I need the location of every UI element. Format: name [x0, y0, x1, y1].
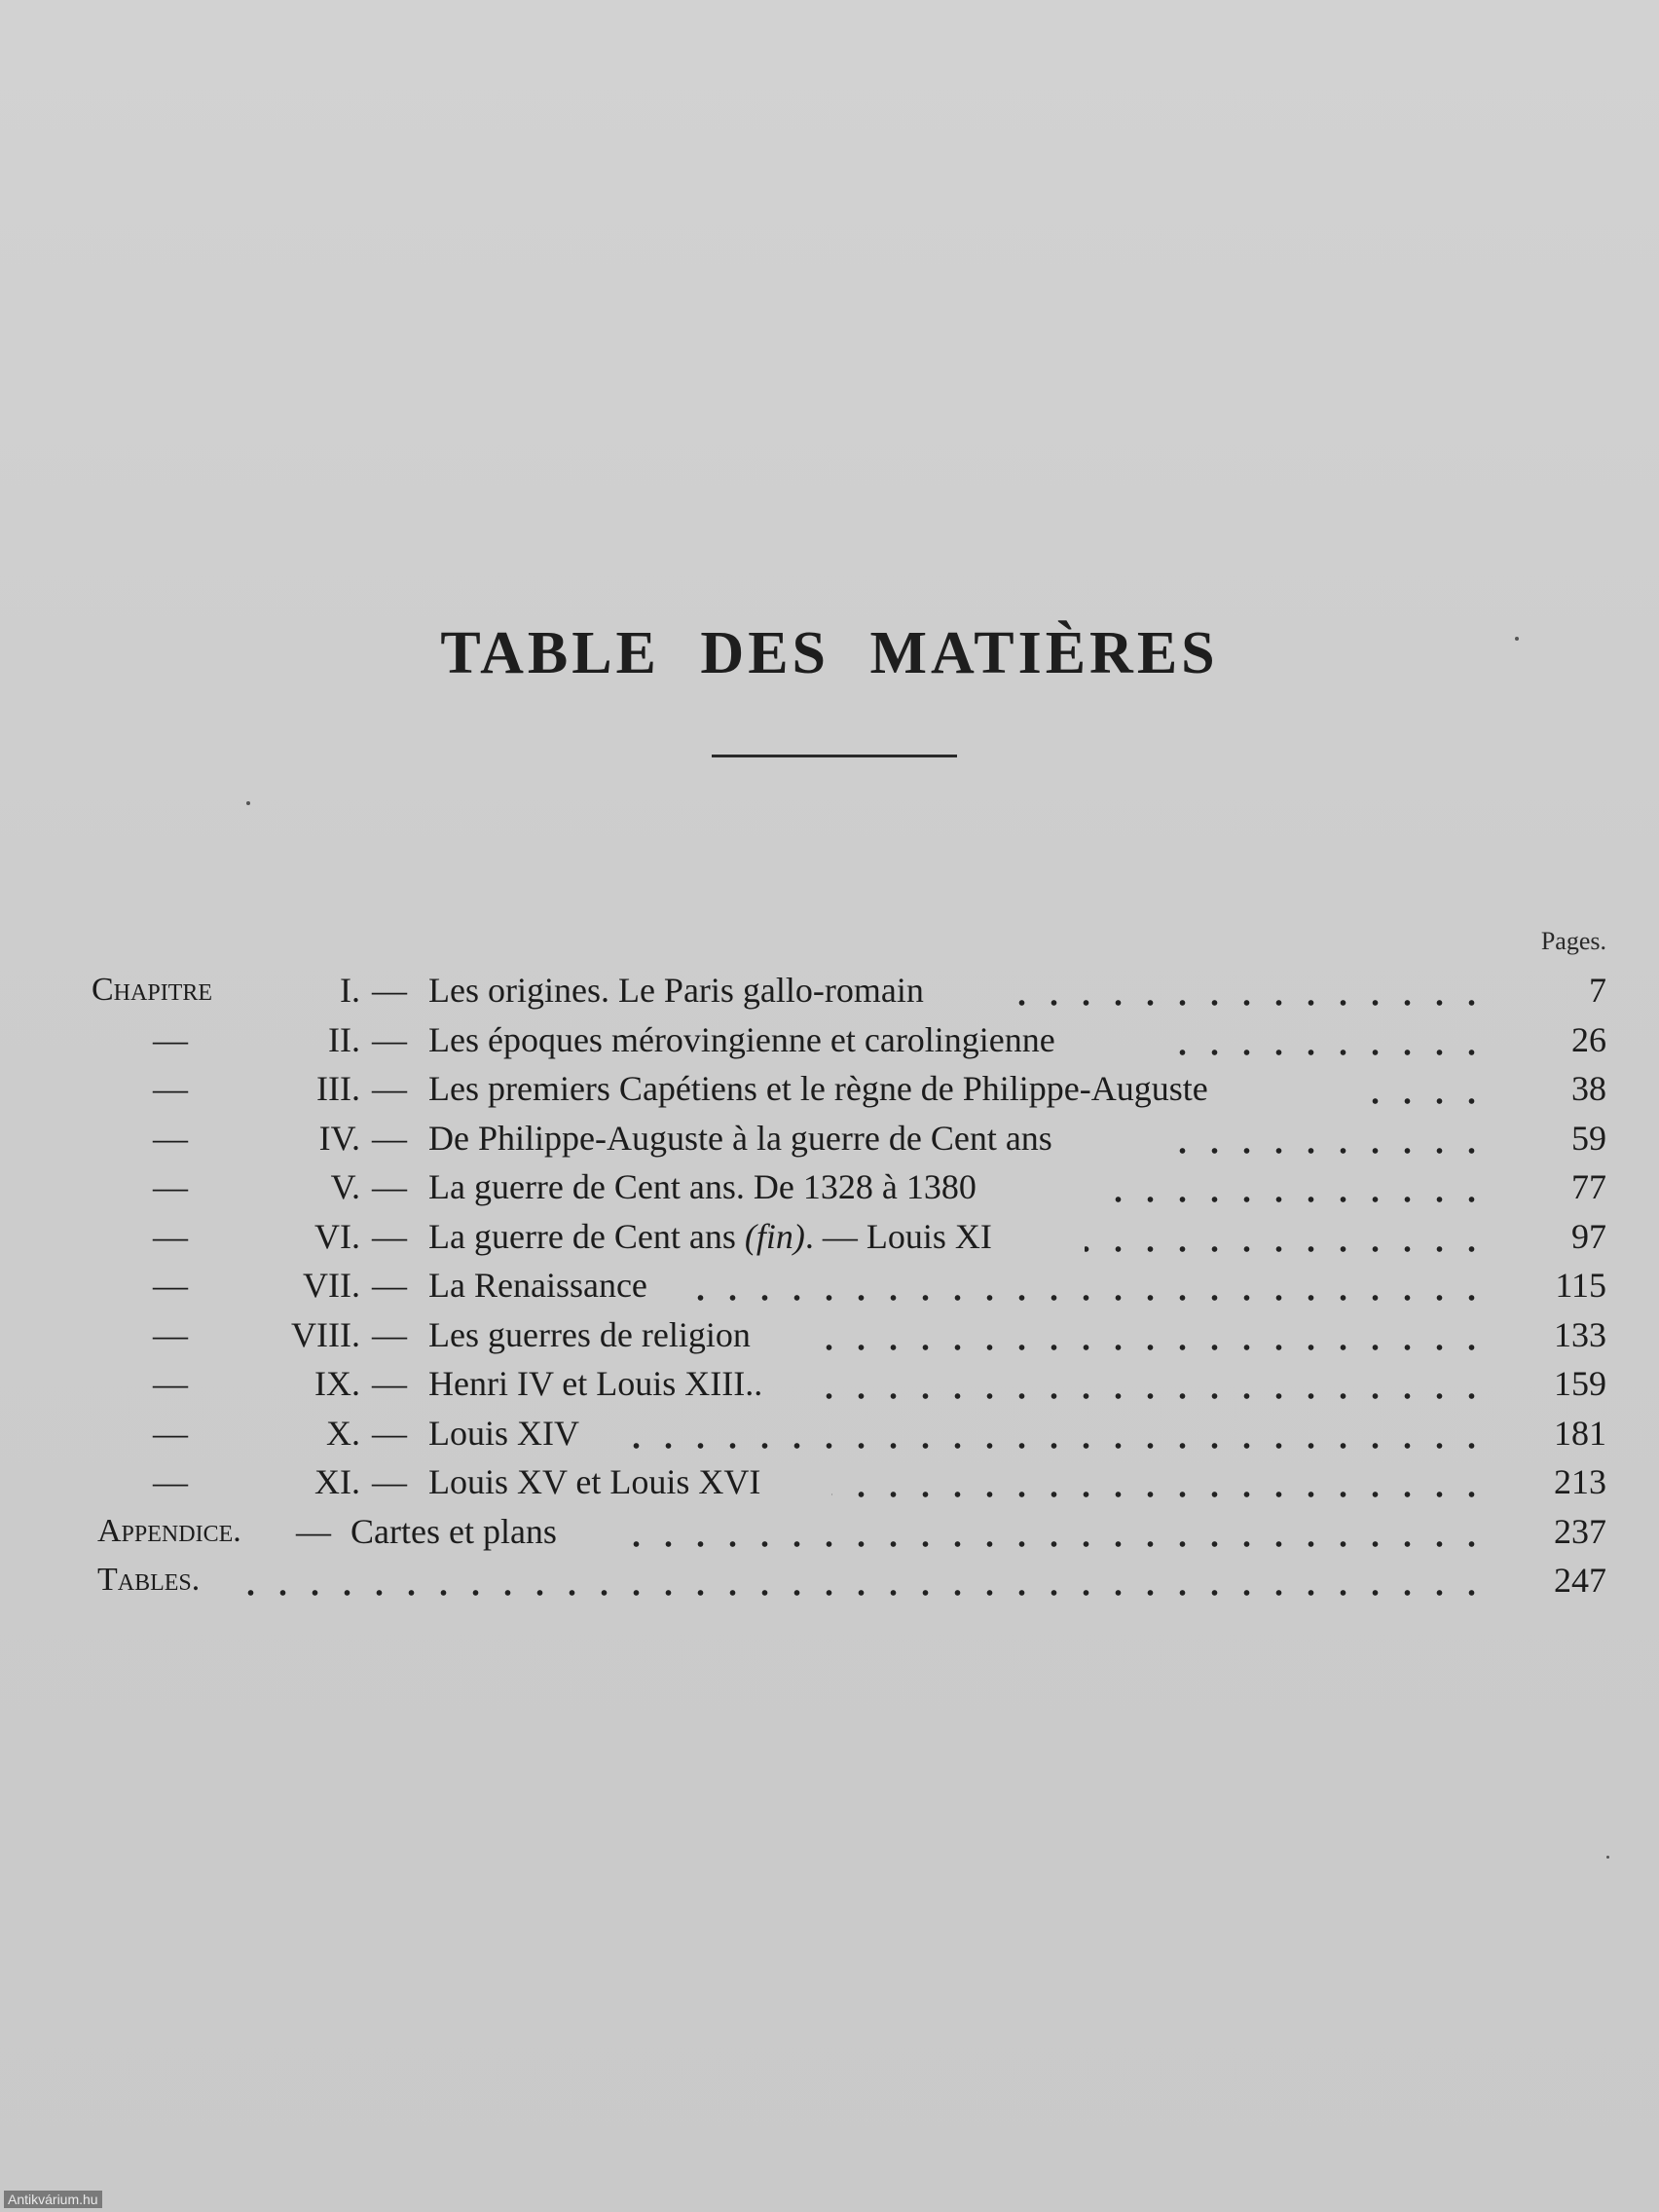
- separator-dash: —: [372, 1216, 407, 1256]
- chapter-numeral: X.: [326, 1413, 360, 1453]
- chapter-title: Les origines. Le Paris gallo-romain: [428, 971, 924, 1010]
- page-number: 133: [1554, 1314, 1606, 1354]
- toc-row: [0, 1212, 1659, 1261]
- ditto-mark: —: [153, 1069, 188, 1108]
- chapter-title: Les premiers Capétiens et le règne de Philippe-Auguste: [428, 1069, 1208, 1108]
- ditto-mark: —: [153, 1216, 188, 1256]
- page-number: 38: [1571, 1069, 1606, 1108]
- ditto-mark: —: [153, 1266, 188, 1305]
- chapter-title: Louis XV et Louis XVI: [428, 1462, 761, 1501]
- dot-leader: [1162, 1147, 1488, 1155]
- title-rule: [712, 755, 957, 757]
- dot-leader: [622, 1442, 1488, 1450]
- separator-dash: —: [372, 1462, 407, 1501]
- separator-dash: —: [372, 1118, 407, 1158]
- appendix-title: Cartes et plans: [350, 1511, 557, 1551]
- toc-row: [0, 1359, 1659, 1408]
- paper-speck: [246, 801, 250, 805]
- chapter-title-part: La guerre de Cent ans: [428, 1216, 745, 1256]
- toc-row: [0, 966, 1659, 1014]
- dot-leader: [1352, 1097, 1488, 1105]
- separator-dash: —: [372, 971, 407, 1010]
- chapter-numeral: VII.: [303, 1266, 360, 1305]
- paper-speck: [1515, 637, 1519, 641]
- dot-leader: [611, 1540, 1488, 1548]
- chapter-numeral: VIII.: [291, 1314, 360, 1354]
- chapter-title: [428, 1212, 992, 1261]
- separator-dash: —: [372, 1019, 407, 1059]
- dot-leader: [1085, 1245, 1488, 1253]
- pages-column-heading: Pages.: [1540, 927, 1606, 955]
- separator-dash: —: [372, 1413, 407, 1453]
- page-number: 237: [1554, 1511, 1606, 1551]
- chapter-numeral: V.: [330, 1167, 360, 1206]
- dot-leader: [812, 1344, 1488, 1351]
- chapter-title-part: . — Louis XI: [804, 1216, 992, 1256]
- chapter-numeral: I.: [340, 971, 360, 1010]
- dot-leader: [238, 1589, 1488, 1597]
- page-title: TABLE DES MATIÈRES: [440, 620, 1219, 686]
- ditto-mark: —: [153, 1314, 188, 1354]
- ditto-mark: —: [153, 1413, 188, 1453]
- page-number: 159: [1554, 1364, 1606, 1403]
- ditto-mark: —: [153, 1118, 188, 1158]
- chapter-title-italic: (fin): [744, 1216, 805, 1256]
- toc-row: [0, 1162, 1659, 1211]
- chapter-title: Les époques mérovingienne et carolingienne: [428, 1019, 1055, 1059]
- toc-row: [0, 1064, 1659, 1113]
- toc-row: [0, 1409, 1659, 1457]
- page-number: 59: [1571, 1118, 1606, 1158]
- page-number: 7: [1589, 971, 1606, 1010]
- chapter-title: La Renaissance: [428, 1266, 647, 1305]
- chapter-numeral: IV.: [318, 1118, 360, 1158]
- chapter-title: De Philippe-Auguste à la guerre de Cent ans: [428, 1118, 1052, 1158]
- page-number: 26: [1571, 1019, 1606, 1059]
- page-number: 181: [1554, 1413, 1606, 1453]
- separator-dash: —: [372, 1364, 407, 1403]
- dot-leader: [831, 1491, 1488, 1498]
- chapter-numeral: II.: [328, 1019, 360, 1059]
- dot-leader: [997, 999, 1488, 1007]
- toc-row: [0, 1015, 1659, 1064]
- toc-row: [0, 1261, 1659, 1309]
- ditto-mark: —: [153, 1167, 188, 1206]
- page-number: 247: [1554, 1561, 1606, 1600]
- watermark: Antikvárium.hu: [4, 2191, 102, 2208]
- separator-dash: —: [372, 1266, 407, 1305]
- tables-label: Tables.: [97, 1562, 201, 1598]
- dot-leader: [1155, 1049, 1488, 1056]
- chapter-numeral: IX.: [314, 1364, 360, 1403]
- separator-dash: —: [296, 1511, 331, 1551]
- separator-dash: —: [372, 1069, 407, 1108]
- ditto-mark: —: [153, 1019, 188, 1059]
- separator-dash: —: [372, 1314, 407, 1354]
- chapter-numeral: XI.: [314, 1462, 360, 1501]
- toc-row: [0, 1114, 1659, 1162]
- dot-leader: [695, 1294, 1488, 1302]
- tables-row: [0, 1556, 1659, 1604]
- chapter-title: Louis XIV: [428, 1413, 579, 1453]
- chapter-label: Chapitre: [92, 972, 213, 1008]
- chapter-numeral: III.: [316, 1069, 360, 1108]
- chapter-numeral: VI.: [314, 1216, 360, 1256]
- chapter-title: Henri IV et Louis XIII..: [428, 1364, 763, 1403]
- dot-leader: [1089, 1196, 1488, 1203]
- appendix-row: [0, 1507, 1659, 1556]
- page-number: 213: [1554, 1462, 1606, 1501]
- paper-speck: [1606, 1856, 1609, 1859]
- page-number: 97: [1571, 1216, 1606, 1256]
- chapter-title: La guerre de Cent ans. De 1328 à 1380: [428, 1167, 977, 1206]
- ditto-mark: —: [153, 1364, 188, 1403]
- dot-leader: [822, 1392, 1488, 1400]
- ditto-mark: —: [153, 1462, 188, 1501]
- page-number: 115: [1555, 1266, 1606, 1305]
- appendix-label: Appendice.: [97, 1512, 241, 1549]
- separator-dash: —: [372, 1167, 407, 1206]
- chapter-title: Les guerres de religion: [428, 1314, 751, 1354]
- toc-row: [0, 1457, 1659, 1506]
- page-number: 77: [1571, 1167, 1606, 1206]
- toc-row: [0, 1310, 1659, 1359]
